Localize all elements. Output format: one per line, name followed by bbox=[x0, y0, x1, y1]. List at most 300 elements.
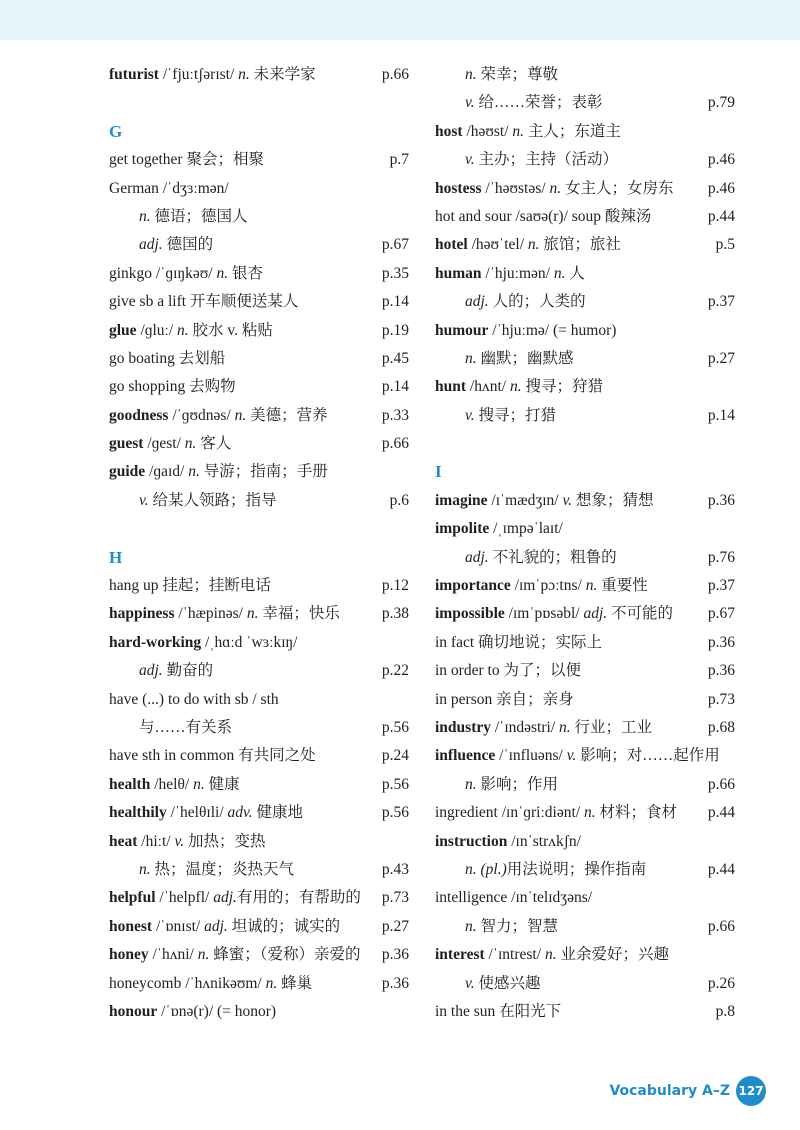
vocabulary-entry bbox=[435, 89, 735, 117]
meaning: 幸福；快乐 bbox=[258, 605, 340, 623]
vocabulary-entry bbox=[435, 600, 735, 628]
entry-detail: /ɪmˈpɔːtns/ bbox=[510, 577, 586, 595]
entry-detail: have (...) to do with sb / sth bbox=[109, 690, 279, 708]
spacer bbox=[109, 515, 409, 543]
page-reference: p.43 bbox=[381, 860, 409, 878]
vocabulary-entry bbox=[435, 771, 735, 799]
page-reference: p.38 bbox=[381, 605, 409, 623]
entry-detail: get together 聚会；相聚 bbox=[109, 151, 264, 169]
vocabulary-entry bbox=[435, 884, 735, 912]
headword: human bbox=[435, 264, 482, 282]
page-reference: p.22 bbox=[381, 662, 409, 680]
entry-text bbox=[109, 402, 328, 430]
page-reference: p.37 bbox=[707, 577, 735, 595]
entry-detail: /ˈɪndəstri/ bbox=[491, 718, 560, 736]
vocabulary-entry bbox=[435, 572, 735, 600]
entry-text bbox=[109, 345, 225, 373]
meaning: 不礼貌的；粗鲁的 bbox=[488, 548, 617, 566]
entry-text bbox=[465, 856, 646, 884]
headword: industry bbox=[435, 718, 491, 736]
page-reference: p.27 bbox=[707, 349, 735, 367]
headword: hunt bbox=[435, 378, 467, 396]
meaning: 想象；猜想 bbox=[572, 491, 654, 509]
page-reference: p.12 bbox=[381, 577, 409, 595]
entry-text bbox=[435, 231, 621, 259]
part-of-speech: adj. bbox=[204, 917, 228, 935]
part-of-speech: v. bbox=[174, 832, 185, 850]
meaning: 搜寻；狩猎 bbox=[521, 378, 603, 396]
vocabulary-entry bbox=[109, 175, 409, 203]
entry-text bbox=[465, 402, 556, 430]
vocabulary-entry bbox=[109, 941, 409, 969]
vocabulary-entry bbox=[435, 288, 735, 316]
entry-text bbox=[465, 544, 617, 572]
part-of-speech: n. bbox=[184, 435, 197, 453]
meaning: 人的；人类的 bbox=[488, 293, 586, 311]
entry-text bbox=[465, 970, 541, 998]
meaning: 影响；作用 bbox=[476, 775, 559, 793]
entry-text bbox=[109, 941, 360, 969]
vocabulary-entry bbox=[435, 913, 735, 941]
entry-text bbox=[435, 203, 651, 231]
entry-detail: /ɪnˈstrʌkʃn/ bbox=[507, 832, 581, 850]
meaning: 德语；德国人 bbox=[150, 207, 248, 225]
meaning: 健康 bbox=[204, 775, 240, 793]
entry-text bbox=[435, 629, 602, 657]
meaning: 影响；对……起作用 bbox=[576, 747, 720, 765]
part-of-speech: n. bbox=[465, 66, 477, 83]
vocabulary-entry bbox=[435, 317, 735, 345]
vocabulary-entry bbox=[435, 856, 735, 884]
vocabulary-entry bbox=[109, 402, 409, 430]
entry-text bbox=[109, 629, 298, 657]
vocabulary-entry bbox=[109, 970, 409, 998]
entry-text bbox=[109, 600, 340, 628]
vocabulary-entry bbox=[109, 686, 409, 714]
part-of-speech: n. bbox=[139, 860, 151, 878]
footer-section-title: Vocabulary A–Z bbox=[609, 1083, 730, 1099]
headword: instruction bbox=[435, 832, 508, 850]
meaning: 蜂巢 bbox=[277, 974, 313, 992]
headword: hostess bbox=[435, 179, 482, 197]
entry-detail: /ɪˈmædʒɪn/ bbox=[487, 491, 563, 509]
entry-detail: /ˈhjuːmən/ bbox=[481, 264, 554, 282]
meaning: 加热；变热 bbox=[184, 832, 266, 850]
entry-text bbox=[465, 146, 618, 174]
section-heading bbox=[109, 544, 409, 572]
meaning: 使感兴趣 bbox=[474, 974, 541, 992]
vocabulary-entry bbox=[435, 657, 735, 685]
meaning: 有用的；有帮助的 bbox=[236, 889, 361, 907]
page-reference: p.44 bbox=[707, 804, 735, 822]
part-of-speech: n. bbox=[234, 406, 247, 424]
part-of-speech: n. bbox=[512, 122, 525, 140]
vocabulary-entry bbox=[435, 714, 735, 742]
page-reference: p.19 bbox=[381, 321, 409, 339]
page-reference: p.73 bbox=[707, 690, 735, 708]
entry-detail: 与……有关系 bbox=[139, 718, 233, 736]
entry-text bbox=[435, 828, 581, 856]
entry-detail: in order to 为了；以便 bbox=[435, 662, 581, 680]
meaning: 女主人；女房东 bbox=[561, 179, 674, 197]
vocabulary-entry bbox=[435, 686, 735, 714]
vocabulary-entry bbox=[435, 998, 735, 1026]
entry-text bbox=[435, 600, 673, 628]
entry-detail: /ɡluː/ bbox=[136, 321, 178, 339]
entry-text bbox=[109, 572, 271, 600]
headword: honest bbox=[109, 917, 153, 935]
part-of-speech: v. bbox=[465, 974, 475, 992]
vocabulary-entry bbox=[109, 203, 409, 231]
meaning: 业余爱好；兴趣 bbox=[556, 946, 669, 964]
vocabulary-entry bbox=[435, 175, 735, 203]
page-reference: p.66 bbox=[381, 66, 409, 83]
entry-detail: /həʊst/ bbox=[462, 122, 513, 140]
section-letter: I bbox=[435, 462, 442, 482]
entry-text bbox=[109, 458, 328, 486]
top-band bbox=[0, 0, 800, 40]
page-reference: p.66 bbox=[381, 435, 409, 453]
entry-text bbox=[435, 742, 720, 770]
entry-text bbox=[435, 572, 648, 600]
entry-detail: have sth in common 有共同之处 bbox=[109, 747, 316, 765]
part-of-speech: n. bbox=[188, 463, 200, 481]
entry-text bbox=[435, 487, 653, 515]
vocabulary-entry bbox=[109, 714, 409, 742]
meaning: 德国的 bbox=[162, 236, 214, 254]
entry-detail: /ˈɪntrest/ bbox=[484, 946, 545, 964]
part-of-speech: n. bbox=[238, 66, 250, 83]
part-of-speech: n. bbox=[465, 349, 477, 367]
part-of-speech: v. bbox=[566, 747, 577, 765]
page-reference: p.36 bbox=[707, 633, 735, 651]
entry-detail: /ˈɪnfluəns/ bbox=[495, 747, 567, 765]
entry-text bbox=[435, 118, 621, 146]
page-reference: p.56 bbox=[381, 718, 409, 736]
vocabulary-entry bbox=[109, 317, 409, 345]
vocabulary-entry bbox=[109, 828, 409, 856]
vocabulary-column-right bbox=[435, 61, 735, 1026]
page-reference: p.44 bbox=[707, 860, 735, 878]
vocabulary-entry bbox=[435, 742, 735, 770]
part-of-speech: adj. bbox=[583, 605, 608, 623]
headword: humour bbox=[435, 321, 489, 339]
part-of-speech: adv. bbox=[227, 804, 253, 822]
meaning: 勤奋的 bbox=[162, 662, 214, 680]
page-reference: p.68 bbox=[707, 718, 735, 736]
entry-detail: /ˈhelθɪli/ bbox=[166, 804, 228, 822]
meaning: 行业；工业 bbox=[570, 718, 653, 736]
entry-text bbox=[465, 61, 558, 89]
entry-detail: /ˌhɑːd ˈwɜːkɪŋ/ bbox=[201, 633, 298, 651]
part-of-speech: v. bbox=[465, 94, 475, 112]
headword: honour bbox=[109, 1002, 158, 1020]
page-reference: p.79 bbox=[707, 94, 735, 112]
meaning: 幽默；幽默感 bbox=[476, 349, 574, 367]
page-reference: p.26 bbox=[707, 974, 735, 992]
meaning: 智力；智慧 bbox=[476, 917, 559, 935]
meaning: 人 bbox=[565, 264, 585, 282]
headword: host bbox=[435, 122, 463, 140]
entry-text bbox=[109, 799, 303, 827]
vocabulary-entry bbox=[435, 487, 735, 515]
part-of-speech: n. bbox=[544, 946, 557, 964]
part-of-speech: adj. bbox=[139, 662, 163, 680]
vocabulary-entry bbox=[109, 458, 409, 486]
page-reference: p.14 bbox=[381, 293, 409, 311]
page-reference: p.56 bbox=[381, 804, 409, 822]
part-of-speech: n. bbox=[559, 718, 571, 736]
part-of-speech: adj. bbox=[465, 548, 489, 566]
page-reference: p.14 bbox=[707, 406, 735, 424]
entry-text bbox=[109, 913, 340, 941]
vocabulary-entry bbox=[109, 913, 409, 941]
vocabulary-entry bbox=[435, 828, 735, 856]
vocabulary-entry bbox=[435, 146, 735, 174]
page-reference: p.46 bbox=[707, 151, 735, 169]
entry-text bbox=[435, 884, 592, 912]
entry-text bbox=[435, 941, 669, 969]
headword: guide bbox=[109, 463, 146, 481]
part-of-speech: n. bbox=[549, 179, 562, 197]
entry-text bbox=[109, 828, 265, 856]
part-of-speech: v. bbox=[465, 406, 475, 424]
entry-text bbox=[139, 487, 277, 515]
entry-text bbox=[435, 260, 585, 288]
entry-text bbox=[435, 515, 563, 543]
page-reference: p.14 bbox=[381, 378, 409, 396]
page-reference: p.37 bbox=[707, 293, 735, 311]
meaning: 美德；营养 bbox=[246, 406, 328, 424]
entry-detail: /ˌɪmpəˈlaɪt/ bbox=[489, 520, 563, 538]
entry-text bbox=[109, 430, 231, 458]
meaning: 银杏 bbox=[228, 264, 263, 282]
page-reference: p.44 bbox=[707, 207, 735, 225]
section-heading bbox=[435, 458, 735, 486]
vocabulary-entry bbox=[109, 61, 409, 89]
vocabulary-entry bbox=[109, 799, 409, 827]
entry-detail: /hʌnt/ bbox=[466, 378, 510, 396]
page-reference: p.5 bbox=[715, 236, 735, 254]
page-reference: p.46 bbox=[707, 179, 735, 197]
vocabulary-entry bbox=[109, 742, 409, 770]
entry-text bbox=[139, 856, 294, 884]
entry-detail: /ˈfjuːtʃərɪst/ bbox=[158, 66, 239, 83]
page-reference: p.7 bbox=[389, 151, 409, 169]
headword: healthily bbox=[109, 804, 167, 822]
entry-detail: /hiːt/ bbox=[137, 832, 175, 850]
headword: guest bbox=[109, 435, 144, 453]
meaning: 主办；主持（活动） bbox=[474, 151, 618, 169]
vocabulary-entry bbox=[435, 941, 735, 969]
vocabulary-entry bbox=[109, 146, 409, 174]
entry-text bbox=[109, 771, 240, 799]
vocabulary-entry bbox=[435, 544, 735, 572]
spacer bbox=[109, 89, 409, 117]
page-number-badge: 127 bbox=[736, 1076, 766, 1106]
vocabulary-entry bbox=[109, 998, 409, 1026]
page-reference: p.33 bbox=[381, 406, 409, 424]
page-reference: p.36 bbox=[707, 662, 735, 680]
vocabulary-entry bbox=[109, 600, 409, 628]
entry-text bbox=[139, 203, 248, 231]
vocabulary-entry bbox=[109, 856, 409, 884]
entry-text bbox=[435, 686, 574, 714]
entry-text bbox=[465, 89, 603, 117]
entry-detail: /ɡest/ bbox=[143, 435, 185, 453]
entry-text bbox=[139, 714, 232, 742]
entry-text bbox=[109, 970, 312, 998]
entry-text bbox=[109, 146, 264, 174]
entry-text bbox=[109, 998, 276, 1026]
headword: health bbox=[109, 775, 151, 793]
entry-detail: /həʊˈtel/ bbox=[467, 236, 528, 254]
entry-detail: give sb a lift 开车顺便送某人 bbox=[109, 293, 299, 311]
entry-detail: ingredient /ɪnˈɡriːdiənt/ bbox=[435, 804, 584, 822]
vocabulary-entry bbox=[109, 260, 409, 288]
entry-text bbox=[435, 799, 677, 827]
entry-text bbox=[109, 288, 298, 316]
entry-detail: German /ˈdʒɜːmən/ bbox=[109, 179, 229, 197]
headword: impossible bbox=[435, 605, 505, 623]
page-reference: p.35 bbox=[381, 264, 409, 282]
entry-detail: /ˈɡʊdnəs/ bbox=[168, 406, 235, 424]
vocabulary-entry bbox=[435, 515, 735, 543]
vocabulary-entry bbox=[109, 657, 409, 685]
entry-text bbox=[465, 345, 574, 373]
vocabulary-entry bbox=[109, 373, 409, 401]
entry-text bbox=[465, 771, 558, 799]
entry-detail: in the sun 在阳光下 bbox=[435, 1002, 562, 1020]
part-of-speech: n. bbox=[177, 321, 189, 339]
entry-text bbox=[109, 884, 361, 912]
vocabulary-entry bbox=[435, 231, 735, 259]
vocabulary-entry bbox=[109, 629, 409, 657]
vocabulary-entry bbox=[109, 884, 409, 912]
vocabulary-entry bbox=[109, 572, 409, 600]
section-heading bbox=[109, 118, 409, 146]
part-of-speech: v. bbox=[465, 151, 475, 169]
entry-detail: honeycomb /ˈhʌnikəʊm/ bbox=[109, 974, 266, 992]
part-of-speech: adj. bbox=[139, 236, 163, 254]
page-reference: p.76 bbox=[707, 548, 735, 566]
meaning: 导游；指南；手册 bbox=[199, 463, 328, 481]
entry-text bbox=[435, 317, 616, 345]
entry-detail: /ˈhəʊstəs/ bbox=[481, 179, 550, 197]
page-reference: p.66 bbox=[707, 917, 735, 935]
meaning: 主人；东道主 bbox=[524, 122, 621, 140]
page-reference: p.67 bbox=[707, 605, 735, 623]
page-reference: p.56 bbox=[381, 775, 409, 793]
meaning: 坦诚的；诚实的 bbox=[227, 917, 341, 935]
meaning: 不可能的 bbox=[607, 605, 674, 623]
meaning: 旅馆；旅社 bbox=[539, 236, 621, 254]
vocabulary-entry bbox=[435, 61, 735, 89]
vocabulary-entry bbox=[109, 430, 409, 458]
page-reference: p.36 bbox=[381, 946, 409, 964]
headword: imagine bbox=[435, 491, 488, 509]
page-footer bbox=[609, 1076, 766, 1106]
entry-text bbox=[435, 998, 561, 1026]
meaning: 蜂蜜；（爱称）亲爱的 bbox=[209, 946, 361, 964]
page-reference: p.36 bbox=[707, 491, 735, 509]
entry-text bbox=[109, 317, 273, 345]
meaning: 热；温度；炎热天气 bbox=[150, 860, 295, 878]
headword: goodness bbox=[109, 406, 169, 424]
vocabulary-entry bbox=[435, 373, 735, 401]
entry-detail: /ˈɒnə(r)/ (= honor) bbox=[157, 1002, 277, 1020]
part-of-speech: n. bbox=[197, 946, 210, 964]
entry-detail: in fact 确切地说；实际上 bbox=[435, 633, 603, 651]
section-letter: H bbox=[109, 547, 123, 567]
headword: importance bbox=[435, 577, 511, 595]
meaning: 健康地 bbox=[252, 804, 304, 822]
part-of-speech: n. bbox=[585, 577, 598, 595]
entry-detail: go boating 去划船 bbox=[109, 349, 226, 367]
page-reference: p.8 bbox=[715, 1002, 735, 1020]
entry-text bbox=[109, 373, 236, 401]
headword: influence bbox=[435, 747, 496, 765]
vocabulary-entry bbox=[435, 402, 735, 430]
entry-detail: /helθ/ bbox=[150, 775, 194, 793]
headword: glue bbox=[109, 321, 137, 339]
part-of-speech: n. bbox=[265, 974, 278, 992]
meaning: 用法说明；操作指南 bbox=[506, 860, 647, 878]
part-of-speech: n. bbox=[553, 264, 566, 282]
headword: heat bbox=[109, 832, 138, 850]
vocabulary-entry bbox=[435, 629, 735, 657]
vocabulary-entry bbox=[435, 260, 735, 288]
vocabulary-entry bbox=[109, 771, 409, 799]
entry-detail: go shopping 去购物 bbox=[109, 378, 236, 396]
meaning: 胶水 v. 粘贴 bbox=[188, 321, 273, 339]
entry-text bbox=[109, 260, 263, 288]
entry-detail: /ˈɒnɪst/ bbox=[152, 917, 205, 935]
entry-detail: ginkgo /ˈɡɪŋkəʊ/ bbox=[109, 264, 217, 282]
spacer bbox=[435, 430, 735, 458]
entry-text bbox=[109, 686, 279, 714]
entry-detail: /ˈhjuːmə/ (= humor) bbox=[488, 321, 617, 339]
vocabulary-entry bbox=[109, 231, 409, 259]
entry-detail: /ɡaɪd/ bbox=[145, 463, 189, 481]
meaning: 给……荣誉；表彰 bbox=[474, 94, 603, 112]
vocabulary-entry bbox=[109, 288, 409, 316]
page-reference: p.24 bbox=[381, 747, 409, 765]
entry-detail: /ˈhelpfl/ bbox=[155, 889, 214, 907]
entry-detail: /ˈhæpinəs/ bbox=[174, 605, 247, 623]
entry-text bbox=[435, 175, 673, 203]
entry-text bbox=[109, 175, 229, 203]
meaning: 给某人领路；指导 bbox=[148, 491, 277, 509]
entry-detail: hang up 挂起；挂断电话 bbox=[109, 577, 271, 595]
entry-detail: /ˈhʌni/ bbox=[148, 946, 198, 964]
entry-text bbox=[465, 288, 586, 316]
vocabulary-entry bbox=[109, 345, 409, 373]
page-reference: p.73 bbox=[381, 889, 409, 907]
part-of-speech: n. bbox=[246, 605, 259, 623]
part-of-speech: v. bbox=[562, 491, 573, 509]
headword: helpful bbox=[109, 889, 156, 907]
part-of-speech: adj. bbox=[213, 889, 237, 907]
headword: honey bbox=[109, 946, 149, 964]
page-reference: p.36 bbox=[381, 974, 409, 992]
part-of-speech: n. (pl.) bbox=[465, 860, 507, 878]
vocabulary-entry bbox=[109, 487, 409, 515]
headword: impolite bbox=[435, 520, 490, 538]
headword: happiness bbox=[109, 605, 175, 623]
vocabulary-entry bbox=[435, 970, 735, 998]
page-reference: p.27 bbox=[381, 917, 409, 935]
